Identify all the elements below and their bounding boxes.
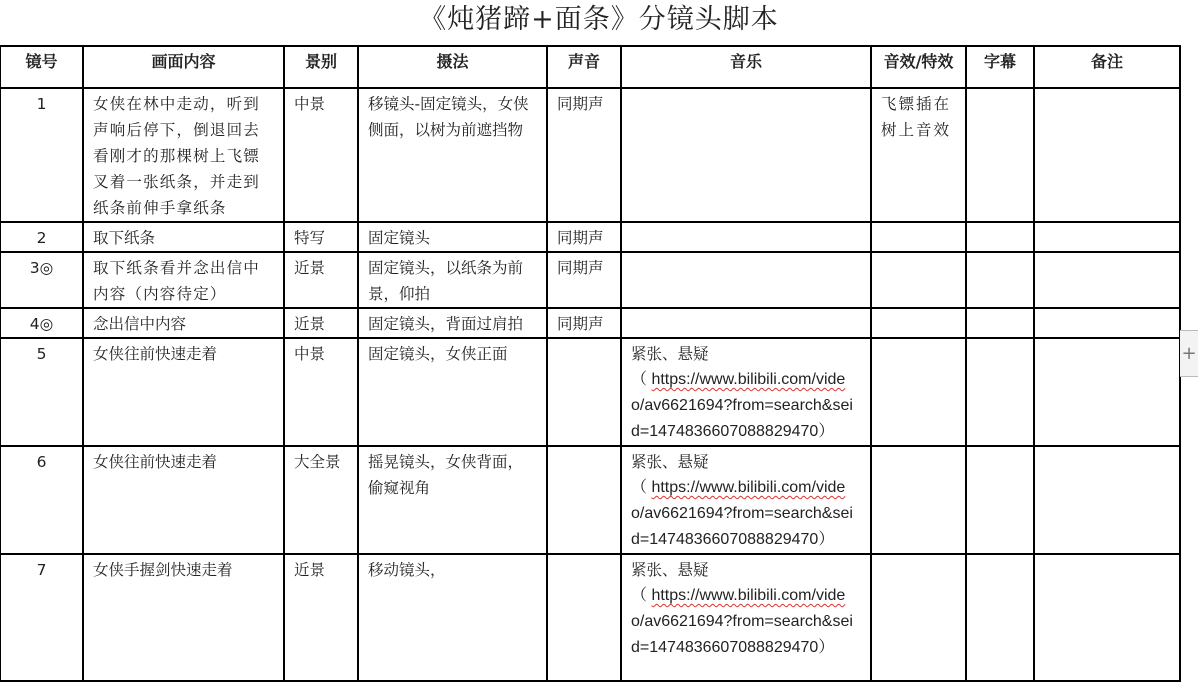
cell-music[interactable] (621, 446, 871, 554)
cell-sound[interactable]: 同期声 (547, 252, 621, 308)
cell-scale[interactable]: 近景 (284, 308, 358, 338)
music-link[interactable]: （ https://www.bilibili.com/vide (631, 371, 846, 388)
cell-note[interactable] (1034, 338, 1180, 446)
cell-camera[interactable]: 摇晃镜头，女侠背面，偷窥视角 (358, 446, 547, 554)
cell-camera[interactable]: 固定镜头，女侠正面 (358, 338, 547, 446)
cell-content[interactable]: 女侠手握剑快速走着 (83, 554, 284, 681)
table-row (0, 252, 1180, 308)
plus-icon: + (1181, 343, 1197, 364)
cell-camera[interactable]: 固定镜头，背面过肩拍 (358, 308, 547, 338)
cell-content[interactable]: 念出信中内容 (83, 308, 284, 338)
cell-note[interactable] (1034, 308, 1180, 338)
music-link-cont[interactable]: o/av6621694?from=search&sei (631, 613, 853, 630)
cell-note[interactable] (1034, 554, 1180, 681)
cell-shot[interactable]: 2 (0, 222, 83, 252)
cell-sound[interactable] (547, 446, 621, 554)
cell-camera[interactable]: 移镜头-固定镜头，女侠侧面，以树为前遮挡物 (358, 88, 547, 222)
cell-sfx[interactable] (871, 338, 966, 446)
cell-scale[interactable]: 中景 (284, 338, 358, 446)
header-sfx[interactable]: 音效/特效 (871, 46, 966, 88)
header-camera[interactable]: 摄法 (358, 46, 547, 88)
cell-subtitle[interactable] (966, 252, 1034, 308)
cell-sfx[interactable] (871, 252, 966, 308)
cell-subtitle[interactable] (966, 446, 1034, 554)
music-link-end[interactable]: d=1474836607088829470） (631, 423, 835, 440)
music-link[interactable]: （ https://www.bilibili.com/vide (631, 587, 846, 604)
cell-music[interactable] (621, 88, 871, 222)
cell-content[interactable]: 取下纸条看并念出信中内容（内容待定） (83, 252, 284, 308)
cell-sfx[interactable] (871, 222, 966, 252)
cell-sound[interactable] (547, 338, 621, 446)
music-label: 紧张、悬疑 (631, 561, 709, 579)
cell-content[interactable]: 女侠在林中走动，听到声响后停下，倒退回去看刚才的那棵树上飞镖叉着一张纸条，并走到纸条前伸手拿纸条 (83, 88, 284, 222)
header-sound[interactable]: 声音 (547, 46, 621, 88)
header-shot-no[interactable]: 镜号 (0, 46, 83, 88)
header-note[interactable]: 备注 (1034, 46, 1180, 88)
table-row (0, 222, 1180, 252)
add-row-button[interactable] (1180, 330, 1198, 377)
cell-content[interactable]: 女侠往前快速走着 (83, 446, 284, 554)
cell-content[interactable]: 女侠往前快速走着 (83, 338, 284, 446)
table-row (0, 446, 1180, 554)
music-label: 紧张、悬疑 (631, 345, 709, 363)
cell-shot[interactable]: 3◎ (0, 252, 83, 308)
cell-music[interactable] (621, 554, 871, 681)
music-link-end[interactable]: d=1474836607088829470） (631, 531, 835, 548)
cell-music[interactable] (621, 308, 871, 338)
cell-subtitle[interactable] (966, 88, 1034, 222)
table-row (0, 308, 1180, 338)
cell-shot[interactable]: 7 (0, 554, 83, 681)
cell-note[interactable] (1034, 222, 1180, 252)
cell-sfx[interactable] (871, 446, 966, 554)
cell-scale[interactable]: 近景 (284, 554, 358, 681)
header-music[interactable]: 音乐 (621, 46, 871, 88)
cell-sound[interactable] (547, 554, 621, 681)
cell-scale[interactable]: 特写 (284, 222, 358, 252)
cell-camera[interactable]: 固定镜头，以纸条为前景，仰拍 (358, 252, 547, 308)
header-content[interactable]: 画面内容 (83, 46, 284, 88)
cell-sfx[interactable] (871, 308, 966, 338)
cell-scale[interactable]: 大全景 (284, 446, 358, 554)
cell-note[interactable] (1034, 252, 1180, 308)
cell-shot[interactable]: 1 (0, 88, 83, 222)
table-row (0, 554, 1180, 681)
music-link[interactable]: （ https://www.bilibili.com/vide (631, 479, 846, 496)
cell-music[interactable] (621, 222, 871, 252)
header-subtitle[interactable]: 字幕 (966, 46, 1034, 88)
cell-subtitle[interactable] (966, 308, 1034, 338)
cell-shot[interactable]: 4◎ (0, 308, 83, 338)
cell-subtitle[interactable] (966, 222, 1034, 252)
cell-scale[interactable]: 近景 (284, 252, 358, 308)
cell-sound[interactable]: 同期声 (547, 308, 621, 338)
table-row (0, 338, 1180, 446)
music-link-cont[interactable]: o/av6621694?from=search&sei (631, 397, 853, 414)
table-row (0, 88, 1180, 222)
music-link-cont[interactable]: o/av6621694?from=search&sei (631, 505, 853, 522)
cell-content[interactable]: 取下纸条 (83, 222, 284, 252)
music-label: 紧张、悬疑 (631, 453, 709, 471)
cell-music[interactable] (621, 338, 871, 446)
cell-shot[interactable]: 5 (0, 338, 83, 446)
music-link-end[interactable]: d=1474836607088829470） (631, 639, 835, 656)
cell-sfx[interactable] (871, 554, 966, 681)
storyboard-table (0, 45, 1181, 682)
document-title: 《炖猪蹄+面条》分镜头脚本 (419, 4, 779, 35)
cell-subtitle[interactable] (966, 554, 1034, 681)
cell-shot[interactable]: 6 (0, 446, 83, 554)
cell-subtitle[interactable] (966, 338, 1034, 446)
cell-sound[interactable]: 同期声 (547, 88, 621, 222)
cell-sound[interactable]: 同期声 (547, 222, 621, 252)
cell-scale[interactable]: 中景 (284, 88, 358, 222)
cell-sfx[interactable]: 飞镖插在树上音效 (871, 88, 966, 222)
cell-camera[interactable]: 固定镜头 (358, 222, 547, 252)
header-scale[interactable]: 景别 (284, 46, 358, 88)
cell-camera[interactable]: 移动镜头， (358, 554, 547, 681)
header-row (0, 46, 1180, 88)
cell-music[interactable] (621, 252, 871, 308)
cell-note[interactable] (1034, 446, 1180, 554)
cell-note[interactable] (1034, 88, 1180, 222)
